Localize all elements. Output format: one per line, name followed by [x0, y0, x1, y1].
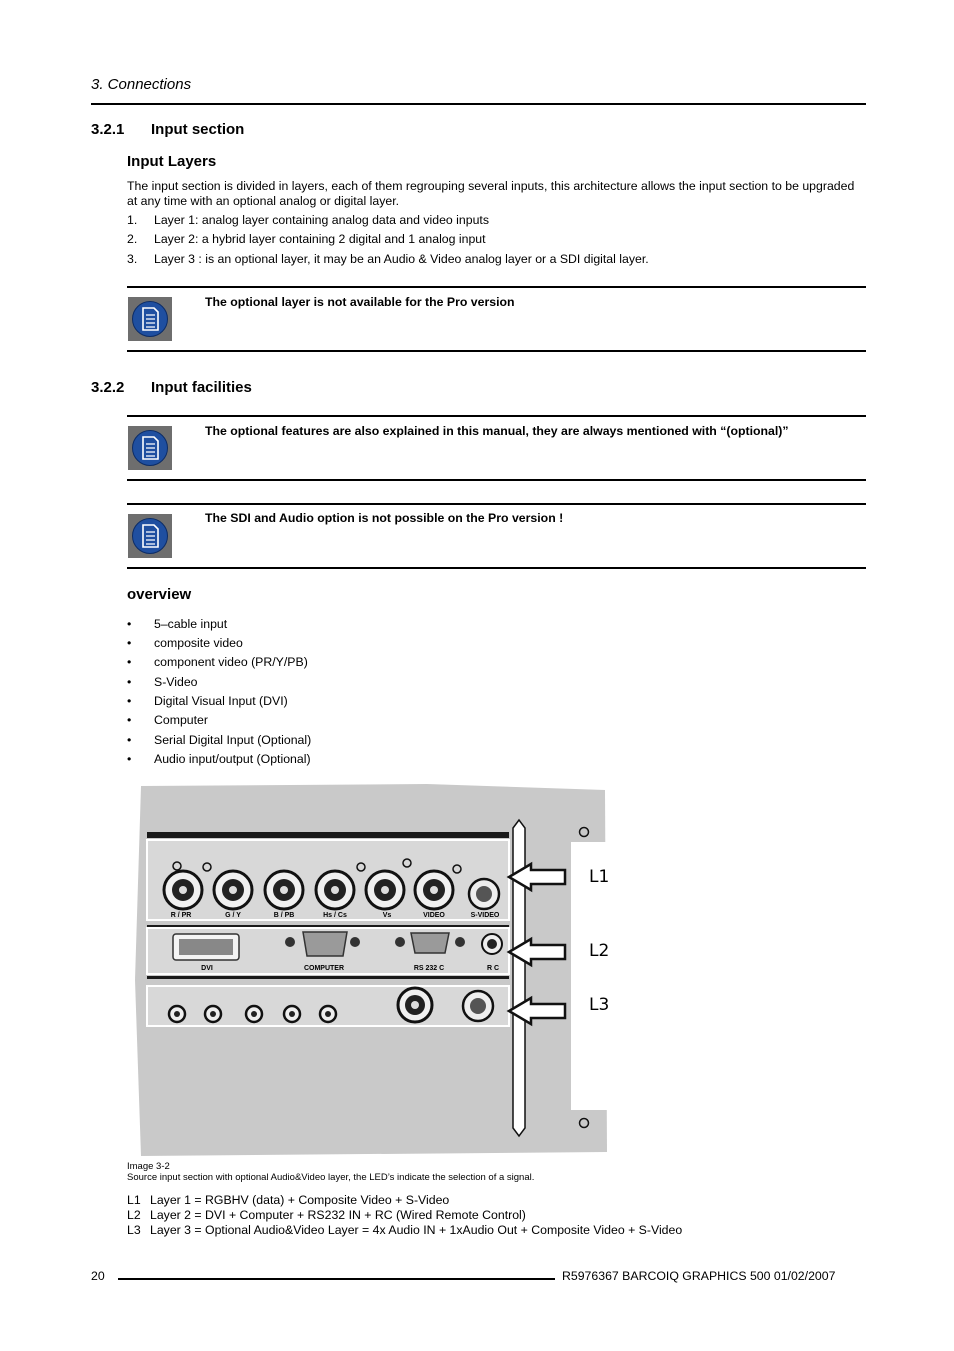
- connector-label: COMPUTER: [303, 965, 345, 972]
- audio-jack: [169, 1006, 185, 1022]
- note-icon: [128, 297, 172, 341]
- note-text: The optional layer is not available for the Pro version: [205, 295, 515, 309]
- dvi-connector: [173, 934, 239, 960]
- bnc-connector: [398, 988, 432, 1022]
- bnc-connector: [214, 871, 252, 909]
- layer-tag: L3: [589, 995, 610, 1015]
- note-text: The optional features are also explained in this manual, they are always mentioned with “(optional)”: [205, 424, 789, 438]
- section-number: 3.2.2: [91, 379, 125, 396]
- connector-label: R / PR: [170, 912, 192, 919]
- list-item: 3. Layer 3 : is an optional layer, it may be an Audio & Video analog layer or a SDI digital layer.: [127, 252, 649, 266]
- note-rule-bottom: [127, 350, 866, 352]
- rs232-connector: [411, 933, 449, 953]
- connector-label: G / Y: [225, 912, 241, 919]
- bnc-connector: [415, 871, 453, 909]
- screw: [455, 937, 465, 947]
- bullet-item: • 5–cable input: [127, 617, 228, 631]
- section-heading-3-2-2: [91, 379, 252, 396]
- caption-text: Source input section with optional Audio&Video layer, the LED’s indicate the selection of a signal.: [127, 1172, 535, 1183]
- connector-label: RS 232 C: [413, 965, 445, 972]
- bullet-item: • Serial Digital Input (Optional): [127, 733, 312, 747]
- bnc-connector: [366, 871, 404, 909]
- footer-rule: [118, 1278, 555, 1280]
- connector-label: DVI: [201, 965, 213, 972]
- document-id: R5976367 BARCOIQ GRAPHICS 500 01/02/2007: [562, 1269, 836, 1283]
- section-heading-3-2-1: [91, 121, 244, 138]
- layer-tag: L1: [589, 867, 610, 887]
- bnc-connector: [265, 871, 303, 909]
- note-rule-bottom: [127, 567, 866, 569]
- intro-line: The input section is divided in layers, each of them regrouping several inputs, this architecture allows the input section to be upgraded: [127, 179, 855, 193]
- audio-jack: [246, 1006, 262, 1022]
- bullet-item: • component video (PR/Y/PB): [127, 655, 308, 669]
- subheading-overview: overview: [127, 586, 192, 603]
- list-item: 2. Layer 2: a hybrid layer containing 2 digital and 1 analog input: [127, 232, 486, 246]
- header-rule: [91, 103, 866, 105]
- audio-jack: [205, 1006, 221, 1022]
- connector-label: VIDEO: [423, 912, 445, 919]
- rc-connector: [482, 934, 502, 954]
- page-number: 20: [91, 1269, 105, 1283]
- bullet-item: • Computer: [127, 713, 208, 727]
- connector-label: Vs: [382, 912, 392, 919]
- input-section-figure: [127, 780, 627, 1160]
- legend-line: L3 Layer 3 = Optional Audio&Video Layer = 4x Audio IN + 1xAudio Out + Composite Video + S-Video: [127, 1223, 683, 1237]
- legend-line: L1 Layer 1 = RGBHV (data) + Composite Video + S-Video: [127, 1193, 450, 1207]
- audio-jack: [320, 1006, 336, 1022]
- legend-line: L2 Layer 2 = DVI + Computer + RS232 IN + RC (Wired Remote Control): [127, 1208, 526, 1222]
- bnc-connector: [316, 871, 354, 909]
- computer-connector: [303, 932, 347, 956]
- bullet-item: • composite video: [127, 636, 243, 650]
- figure-caption: [127, 1161, 534, 1183]
- note-icon: [128, 426, 172, 470]
- connector-label: Hs / Cs: [323, 912, 347, 919]
- panel-top-bar: [147, 832, 509, 838]
- intro-paragraph: [127, 179, 872, 209]
- section-title: Input facilities: [151, 379, 252, 396]
- connector-label: B / PB: [273, 912, 295, 919]
- bullet-item: • S-Video: [127, 675, 198, 689]
- intro-line: at any time with an optional analog or digital layer.: [127, 194, 400, 208]
- audio-jack: [284, 1006, 300, 1022]
- note-rule-top: [127, 503, 866, 505]
- note-icon: [128, 514, 172, 558]
- layer-separator: [147, 976, 509, 979]
- note-rule-top: [127, 415, 866, 417]
- section-title: Input section: [151, 121, 245, 138]
- bnc-connector: [164, 871, 202, 909]
- caption-title: Image 3-2: [127, 1161, 170, 1172]
- note-text: The SDI and Audio option is not possible on the Pro version !: [205, 511, 564, 525]
- screw: [350, 937, 360, 947]
- connector-label: S-VIDEO: [470, 912, 500, 919]
- section-number: 3.2.1: [91, 121, 125, 138]
- s-video-connector: [469, 879, 499, 909]
- screw: [395, 937, 405, 947]
- subheading-input-layers: Input Layers: [127, 153, 217, 170]
- list-item: 1. Layer 1: analog layer containing analog data and video inputs: [127, 213, 489, 227]
- bullet-item: • Audio input/output (Optional): [127, 752, 311, 766]
- connector-label: R C: [486, 965, 500, 972]
- screw: [285, 937, 295, 947]
- chapter-title: 3. Connections: [91, 76, 192, 93]
- s-video-connector: [463, 991, 493, 1021]
- note-rule-bottom: [127, 479, 866, 481]
- bullet-item: • Digital Visual Input (DVI): [127, 694, 288, 708]
- note-rule-top: [127, 286, 866, 288]
- layer-tag: L2: [589, 941, 610, 961]
